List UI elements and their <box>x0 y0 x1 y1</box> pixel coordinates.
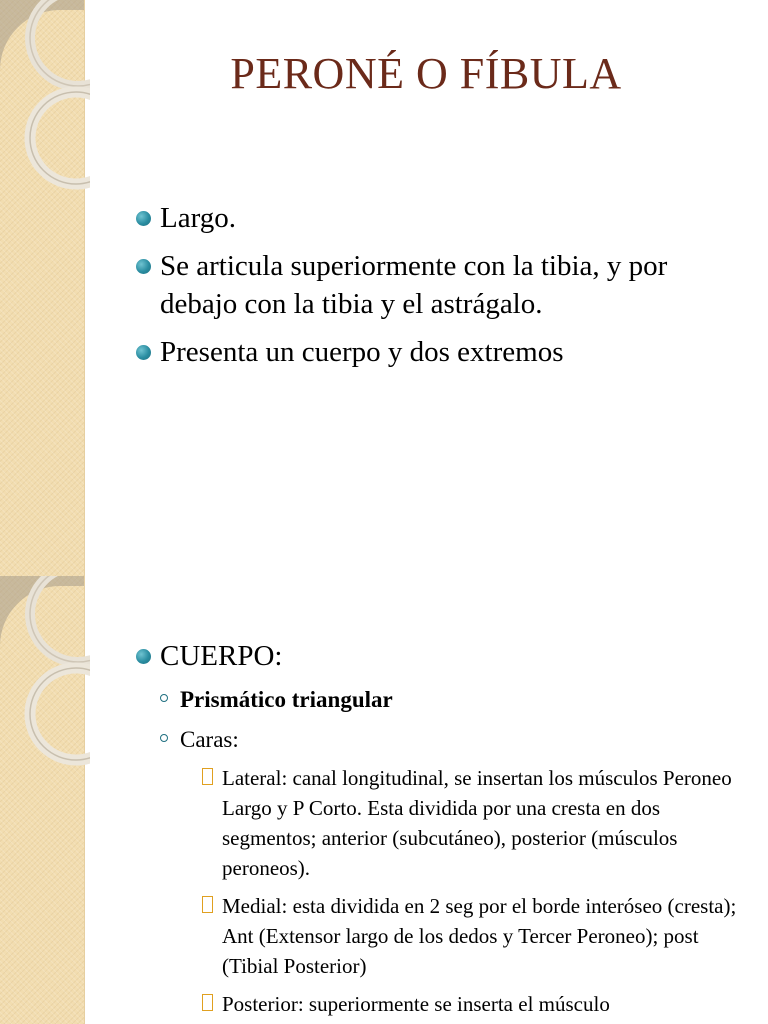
decorative-rings-icon <box>0 0 90 200</box>
slide-title: PERONÉ O FÍBULA <box>230 49 622 98</box>
list-item: Largo. <box>134 199 734 237</box>
bullet-dot-icon <box>136 649 151 664</box>
bullet-box-icon <box>202 994 213 1011</box>
list-item: Caras: Lateral: canal longitudinal, se insertan los músculos Peroneo Largo y P Corto. Esta dividida por una cresta en dos segmentos; anterior (subcutáneo), posterior (músculos peroneos). Medial: esta dividida en 2 seg por el borde interóseo (cresta); Ant (Extensor largo de los dedos y Tercer Peroneo); post (Tibial Posterior) Posterior: superiormente se inserta el músculo <box>160 725 754 1019</box>
decorative-rings-icon <box>0 576 90 776</box>
bullet-dot-icon <box>136 211 151 226</box>
nested-list <box>202 763 754 1019</box>
bullet-ring-icon <box>160 734 168 742</box>
list-item: Medial: esta dividida en 2 seg por el borde interóseo (cresta); Ant (Extensor largo de los dedos y Tercer Peroneo); post (Tibial Posterior) <box>202 891 754 981</box>
bullet-box-icon <box>202 768 213 785</box>
slide-2 <box>0 576 768 1024</box>
list-item: Lateral: canal longitudinal, se insertan los músculos Peroneo Largo y P Corto. Esta dividida por una cresta en dos segmentos; anterior (subcutáneo), posterior (músculos peroneos). <box>202 763 754 883</box>
list-item: Posterior: superiormente se inserta el músculo <box>202 989 754 1019</box>
bullet-list <box>134 199 734 371</box>
bullet-list <box>134 637 754 1019</box>
bullet-box-icon <box>202 896 213 913</box>
bullet-dot-icon <box>136 345 151 360</box>
list-item: Presenta un cuerpo y dos extremos <box>134 333 734 371</box>
bullet-ring-icon <box>160 694 168 702</box>
list-item: CUERPO: <box>134 637 754 675</box>
list-item: Prismático triangular <box>160 685 754 715</box>
list-item: Se articula superiormente con la tibia, y por debajo con la tibia y el astrágalo. <box>134 247 734 323</box>
bullet-dot-icon <box>136 259 151 274</box>
